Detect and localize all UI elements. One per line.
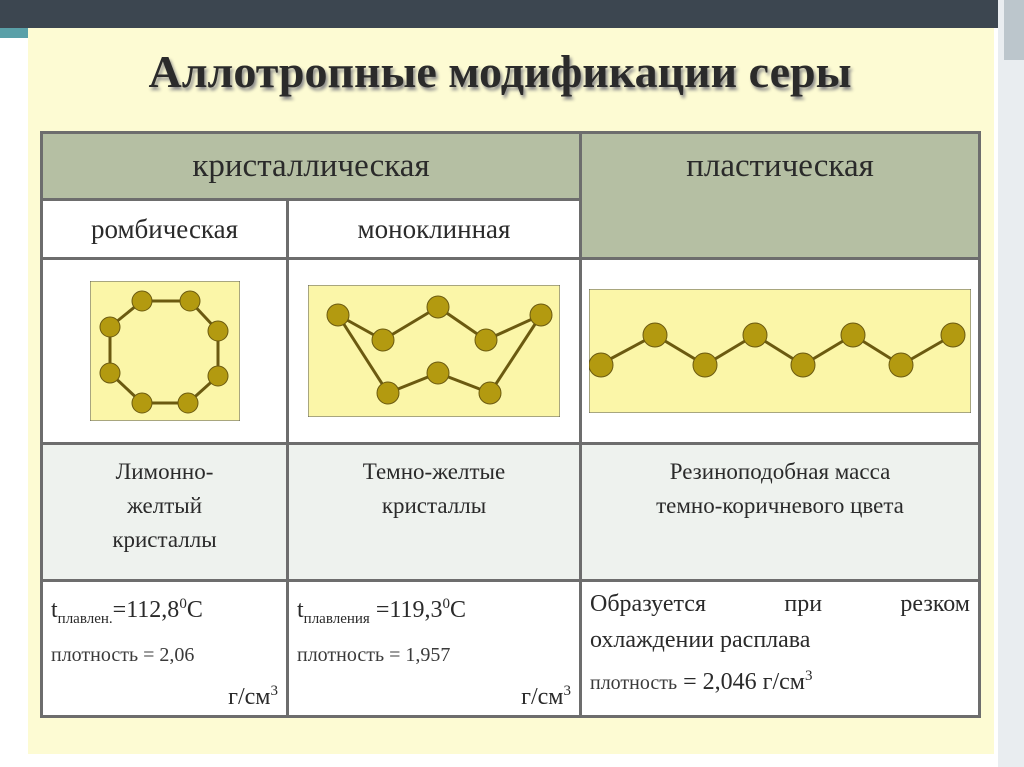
rhombic-molecule-image <box>90 281 240 421</box>
plastic-description <box>581 444 980 581</box>
rhombic-desc-line-2: желтый <box>126 493 203 518</box>
monoclinic-molecule-image <box>308 285 560 417</box>
allotropes-table <box>40 131 981 718</box>
rhombic-density: плотность = 2,06 <box>51 643 195 666</box>
plastic-formation-line-2: охлаждении расплава <box>590 627 811 653</box>
plastic-density: плотность = 2,046 $г/см^3$ <box>590 668 813 695</box>
slide-title: Аллотропные модификации серы <box>148 46 852 97</box>
header-plastic: пластическая <box>581 133 980 259</box>
monoclinic-description <box>288 444 581 581</box>
plastic-properties <box>581 581 980 717</box>
monoclinic-desc-line-1: Темно-желтые <box>362 459 506 484</box>
monoclinic-density-unit: $г/см^3$ <box>521 682 571 710</box>
right-strip-top <box>1004 0 1024 60</box>
top-bar <box>0 0 1024 28</box>
monoclinic-desc-line-2: кристаллы <box>381 493 487 518</box>
monoclinic-image-cell <box>288 259 581 444</box>
rhombic-desc-line-1: Лимонно- <box>115 459 214 484</box>
rhombic-desc-line-3: кристаллы <box>112 527 217 552</box>
subheader-rhombic: ромбическая <box>42 200 288 259</box>
top-bar-accent <box>0 28 30 38</box>
monoclinic-melting-point: $t_{плавления} =119,3^0С$ <box>297 596 466 627</box>
monoclinic-properties <box>288 581 581 717</box>
plastic-desc-line-2: темно-коричневого цвета <box>656 493 904 518</box>
rhombic-image-cell <box>42 259 288 444</box>
header-crystalline: кристаллическая <box>42 133 581 200</box>
rhombic-properties <box>42 581 288 717</box>
plastic-desc-line-1: Резиноподобная масса <box>669 459 891 484</box>
rhombic-melting-point: $t_{плавлен.}=112,8^0С$ <box>51 596 203 627</box>
rhombic-density-unit: $г/см^3$ <box>228 682 278 710</box>
right-strip <box>998 0 1024 767</box>
monoclinic-density: плотность = 1,957 <box>297 643 451 666</box>
plastic-chain-image <box>589 289 971 413</box>
plastic-formation-line-1: Образуется при резком <box>590 591 970 617</box>
rhombic-description <box>42 444 288 581</box>
subheader-monoclinic: моноклинная <box>288 200 581 259</box>
plastic-image-cell <box>581 259 980 444</box>
